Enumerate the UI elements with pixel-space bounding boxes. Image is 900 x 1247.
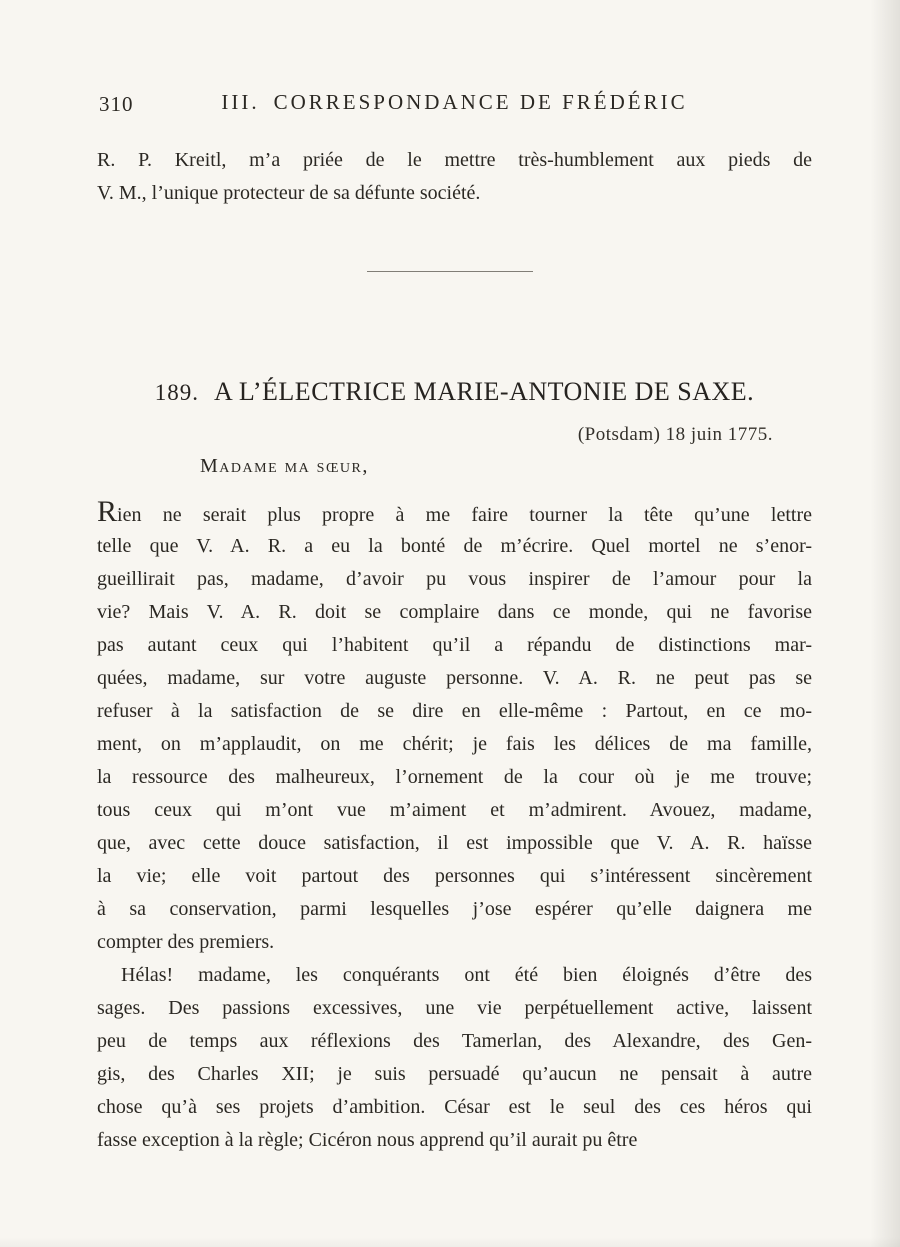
text-line: refuser à la satisfaction de se dire en elle-même : Partout, en ce mo- <box>97 700 812 722</box>
letter-body <box>97 497 812 1157</box>
text-line: gis, des Charles XII; je suis persuadé qu’aucun ne pensait à autre <box>97 1063 812 1085</box>
text-line: tous ceux qui m’ont vue m’aiment et m’admirent. Avouez, madame, <box>97 799 812 821</box>
text-line: telle que V. A. R. a eu la bonté de m’écrire. Quel mortel ne s’enor- <box>97 535 812 557</box>
letter-number: 189. <box>154 380 200 405</box>
text-line: peu de temps aux réflexions des Tamerlan, des Alexandre, des Gen- <box>97 1030 812 1052</box>
text-line: Rien ne serait plus propre à me faire tourner la tête qu’une lettre <box>97 495 812 528</box>
text-line: pas autant ceux qui l’habitent qu’il a répandu de distinctions mar- <box>97 634 812 656</box>
text-line: chose qu’à ses projets d’ambition. César est le seul des ces héros qui <box>97 1096 812 1118</box>
text-line: gueillirait pas, madame, d’avoir pu vous inspirer de l’amour pour la <box>97 568 812 590</box>
salutation: Madame ma sœur, <box>200 455 369 477</box>
section-divider-rule <box>367 271 533 272</box>
text-line: Hélas! madame, les conquérants ont été bien éloignés d’être des <box>121 964 812 986</box>
text-line: fasse exception à la règle; Cicéron nous apprend qu’il aurait pu être <box>97 1129 638 1151</box>
text-line: sages. Des passions excessives, une vie perpétuellement active, laissent <box>97 997 812 1019</box>
scan-shadow-right <box>870 0 900 1247</box>
text-line: ment, on m’applaudit, on me chérit; je fais les délices de ma famille, <box>97 733 812 755</box>
text-line: V. M., l’unique protecteur de sa défunte société. <box>97 182 481 204</box>
running-head-title <box>97 90 812 116</box>
carryover-paragraph <box>97 144 812 210</box>
text-line: à sa conservation, parmi lesquelles j’ose espérer qu’elle daignera me <box>97 898 812 920</box>
letter-title: A L’ÉLECTRICE MARIE-ANTONIE DE SAXE. <box>214 377 755 406</box>
text-line: quées, madame, sur votre auguste personne. V. A. R. ne peut pas se <box>97 667 812 689</box>
text-line: vie? Mais V. A. R. doit se complaire dans ce monde, qui ne favorise <box>97 601 812 623</box>
letter-heading <box>97 379 812 405</box>
chapter-title: CORRESPONDANCE DE FRÉDÉRIC <box>273 90 688 114</box>
page-number: 310 <box>99 92 134 116</box>
chapter-numeral: III. <box>221 90 260 114</box>
text-line: la ressource des malheureux, l’ornement de la cour où je me trouve; <box>97 766 812 788</box>
scan-shadow-bottom <box>0 1237 900 1247</box>
text-line: compter des premiers. <box>97 931 275 953</box>
text-line: que, avec cette douce satisfaction, il est impossible que V. A. R. haïsse <box>97 832 812 854</box>
text-line: R. P. Kreitl, m’a priée de le mettre très-humblement aux pieds de <box>97 149 812 171</box>
text-line: la vie; elle voit partout des personnes qui s’intéressent sincèrement <box>97 865 812 887</box>
running-head <box>97 90 812 116</box>
dateline: (Potsdam) 18 juin 1775. <box>577 424 773 445</box>
